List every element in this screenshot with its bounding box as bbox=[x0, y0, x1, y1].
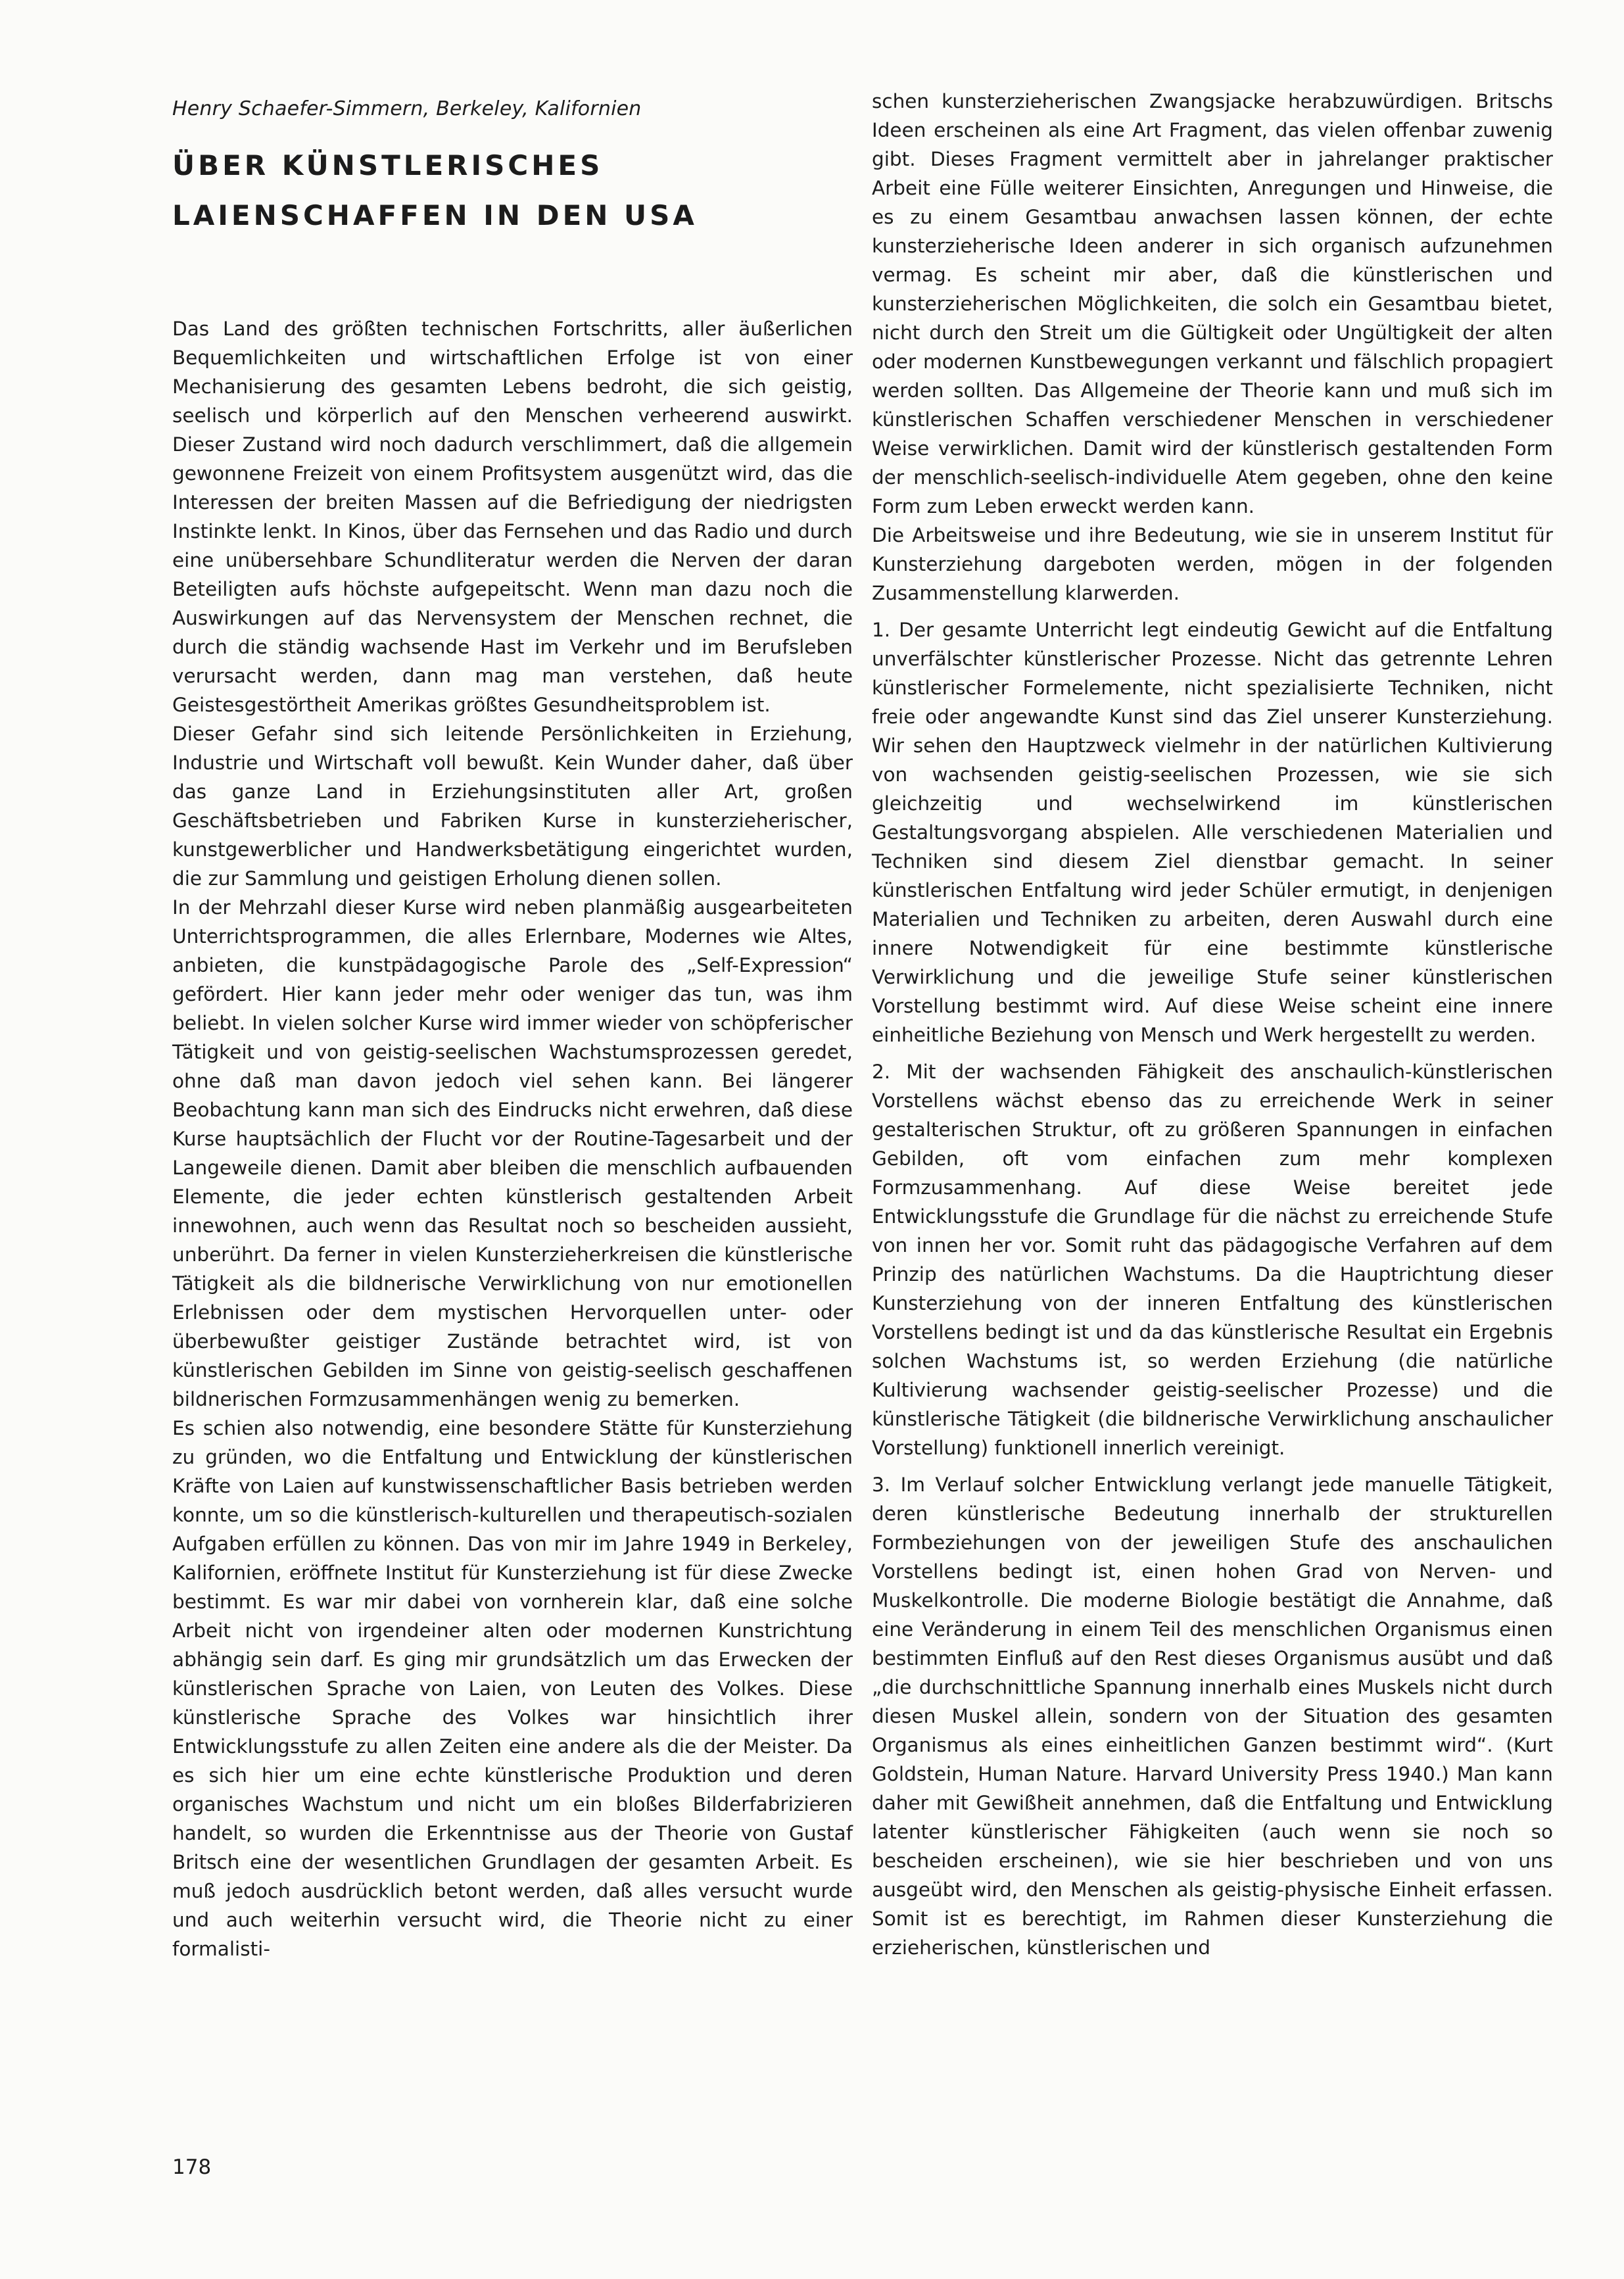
article-title: ÜBER KÜNSTLERISCHES LAIENSCHAFFEN IN DEN USA bbox=[172, 149, 698, 231]
numbered-point: 1. Der gesamte Unterricht legt eindeutig Gewicht auf die Entfaltung unverfälschter künstlerischer Prozesse. Nicht das getrennte Lehren künstlerischer Formelemente, nicht spezialisierte Techniken, nicht freie oder angewandte Kunst sind das Ziel unserer Kunsterziehung. Wir sehen den Hauptzweck vielmehr in der natürlichen Kultivierung von wachsenden geistig-seelischen Prozessen, wie sie sich gleichzeitig und wechselwirkend im künstlerischen Gestaltungsvorgang abspielen. Alle verschiedenen Materialien und Techniken sind diesem Ziel dienstbar gemacht. In seiner künstlerischen Entfaltung wird jeder Schüler ermutigt, in denjenigen Materialien und Techniken zu arbeiten, deren Auswahl durch eine innere Notwendigkeit für eine bestimmte künstlerische Verwirklichung und die jeweilige Stufe seiner künstlerischen Vorstellung bestimmt wird. Auf diese Weise scheint eine innere einheitliche Beziehung von Mensch und Werk hergestellt zu werden. bbox=[872, 619, 1553, 1046]
page-number: 178 bbox=[172, 2155, 212, 2179]
author-line: Henry Schaefer-Simmern, Berkeley, Kalifornien bbox=[172, 97, 642, 120]
paragraph: Das Land des größten technischen Fortschritts, aller äußerlichen Bequemlichkeiten und wirtschaftlichen Erfolge ist von einer Mechanisierung des gesamten Lebens bedroht, die sich geistig, seelisch und körperlich auf den Menschen verheerend auswirkt. Dieser Zustand wird noch dadurch verschlimmert, daß die allgemein gewonnene Freizeit von einem Profitsystem ausgenützt wird, das die Interessen der breiten Massen auf die Befriedigung der niedrigsten Instinkte lenkt. In Kinos, über das Fernsehen und das Radio und durch eine unübersehbare Schundliteratur werden die Nerven der daran Beteiligten aufs höchste aufgepeitscht. Wenn man dazu noch die Auswirkungen auf das Nervensystem der Menschen rechnet, die durch die ständig wachsende Hast im Verkehr und im Berufsleben verursacht werden, dann mag man verstehen, daß heute Geistesgestörtheit Amerikas größtes Gesundheitsproblem ist. bbox=[172, 318, 853, 716]
paragraph: schen kunsterzieherischen Zwangsjacke herabzuwürdigen. Britschs Ideen erscheinen als eine Art Fragment, das vielen offenbar zuwenig gibt. Dieses Fragment vermittelt aber in jahrelanger praktischer Arbeit eine Fülle weiterer Einsichten, Anregungen und Hinweise, die es zu einem Gesamtbau anwachsen lassen können, der echte kunsterzieherische Ideen anderer in sich organisch aufzunehmen vermag. Es scheint mir aber, daß die künstlerischen und kunsterzieherischen Möglichkeiten, die solch ein Gesamtbau bietet, nicht durch den Streit um die Gültigkeit oder Ungültigkeit der alten oder modernen Kunstbewegungen verkannt und fälschlich propagiert werden sollten. Das Allgemeine der Theorie kann und muß sich im künstlerischen Schaffen verschiedener Menschen in verschiedener Weise verwirklichen. Damit wird der künstlerisch gestaltenden Form der menschlich-seelisch-individuelle Atem gegeben, ohne den keine Form zum Leben erweckt werden kann. bbox=[872, 90, 1553, 517]
right-column bbox=[872, 87, 1553, 1962]
paragraph: Es schien also notwendig, eine besondere Stätte für Kunsterziehung zu gründen, wo die Entfaltung und Entwicklung der künstlerischen Kräfte von Laien auf kunstwissenschaftlicher Basis betrieben werden konnte, um so die künstlerisch-kulturellen und therapeutisch-sozialen Aufgaben erfüllen zu können. Das von mir im Jahre 1949 in Berkeley, Kalifornien, eröffnete Institut für Kunsterziehung ist für diese Zwecke bestimmt. Es war mir dabei von vornherein klar, daß eine solche Arbeit nicht von irgendeiner alten oder modernen Kunstrichtung abhängig sein darf. Es ging mir grundsätzlich um das Erwecken der künstlerischen Sprache von Laien, von Leuten des Volkes. Diese künstlerische Sprache des Volkes war hinsichtlich ihrer Entwicklungsstufe zu allen Zeiten eine andere als die der Meister. Da es sich hier um eine echte künstlerische Produktion und deren organisches Wachstum und nicht um ein bloßes Bilderfabrizieren handelt, so wurden die Erkenntnisse aus der Theorie von Gustaf Britsch eine der wesentlichen Grundlagen der gesamten Arbeit. Es muß jedoch ausdrücklich betont werden, daß alles versucht wurde und auch weiterhin versucht wird, die Theorie nicht zu einer formalisti- bbox=[172, 1417, 853, 1960]
paragraph: Dieser Gefahr sind sich leitende Persönlichkeiten in Erziehung, Industrie und Wirtschaft voll bewußt. Kein Wunder daher, daß über das ganze Land in Erziehungsinstituten aller Art, großen Geschäftsbetrieben und Fabriken Kurse in kunsterzieherischer, kunstgewerblicher und Handwerksbetätigung eingerichtet wurden, die zur Sammlung und geistigen Erholung dienen sollen. bbox=[172, 723, 853, 890]
paragraph: Die Arbeitsweise und ihre Bedeutung, wie sie in unserem Institut für Kunsterziehung dargeboten werden, mögen in der folgenden Zusammenstellung klarwerden. bbox=[872, 524, 1553, 604]
numbered-point: 2. Mit der wachsenden Fähigkeit des anschaulich-künstlerischen Vorstellens wächst ebenso das zu erreichende Werk in seiner gestalterischen Struktur, oft zu größeren Spannungen in einfachen Gebilden, oft vom einfachen zum mehr komplexen Formzusammenhang. Auf diese Weise bereitet jede Entwicklungsstufe die Grundlage für die nächst zu erreichende Stufe von innen her vor. Somit ruht das pädagogische Verfahren auf dem Prinzip des natürlichen Wachstums. Da die Hauptrichtung dieser Kunsterziehung von der inneren Entfaltung des künstlerischen Vorstellens bedingt ist und da das künstlerische Resultat ein Ergebnis solchen Wachstums ist, so werden Erziehung (die natürliche Kultivierung wachsender geistig-seelischer Prozesse) und die künstlerische Tätigkeit (die bildnerische Verwirklichung anschaulicher Vorstellung) funktionell innerlich vereinigt. bbox=[872, 1061, 1553, 1459]
paragraph: In der Mehrzahl dieser Kurse wird neben planmäßig ausgearbeiteten Unterrichtsprogrammen, die alles Erlernbare, Modernes wie Altes, anbieten, die kunstpädagogische Parole des „Self-Expression“ gefördert. Hier kann jeder mehr oder weniger das tun, was ihm beliebt. In vielen solcher Kurse wird immer wieder von schöpferischer Tätigkeit und von geistig-seelischen Wachstumsprozessen geredet, ohne daß man davon jedoch viel sehen kann. Bei längerer Beobachtung kann man sich des Eindrucks nicht erwehren, daß diese Kurse hauptsächlich der Flucht vor der Routine-Tagesarbeit und der Langeweile dienen. Damit aber bleiben die menschlich aufbauenden Elemente, die jeder echten künstlerisch gestaltenden Arbeit innewohnen, auch wenn das Resultat noch so bescheiden aussieht, unberührt. Da ferner in vielen Kunsterzieherkreisen die künstlerische Tätigkeit als die bildnerische Verwirklichung von nur emotionellen Erlebnissen oder dem mystischen Hervorquellen unter- oder überbewußter geistiger Zustände betrachtet wird, ist von künstlerischen Gebilden im Sinne von geistig-seelisch geschaffenen bildnerischen Formzusammenhängen wenig zu bemerken. bbox=[172, 896, 853, 1410]
left-column bbox=[172, 87, 853, 1963]
numbered-point: 3. Im Verlauf solcher Entwicklung verlangt jede manuelle Tätigkeit, deren künstlerische Bedeutung innerhalb der strukturellen Formbeziehungen von der jeweiligen Stufe des anschaulichen Vorstellens bedingt ist, einen hohen Grad von Nerven- und Muskelkontrolle. Die moderne Biologie bestätigt die Annahme, daß eine Veränderung in einem Teil des menschlichen Organismus einen bestimmten Einfluß auf den Rest dieses Organismus ausübt und daß „die durchschnittliche Spannung innerhalb eines Muskels nicht durch diesen Muskel allein, sondern von der Situation des gesamten Organismus als eines einheitlichen Ganzen bestimmt wird“. (Kurt Goldstein, Human Nature. Harvard University Press 1940.) Man kann daher mit Gewißheit annehmen, daß die Entfaltung und Entwicklung latenter künstlerischer Fähigkeiten (auch wenn sie noch so bescheiden erscheinen), wie sie hier beschrieben und von uns ausgeübt wird, den Menschen als geistig-physische Einheit erfassen. Somit ist es berechtigt, im Rahmen dieser Kunsterziehung die erzieherischen, künstlerischen und bbox=[872, 1474, 1553, 1959]
